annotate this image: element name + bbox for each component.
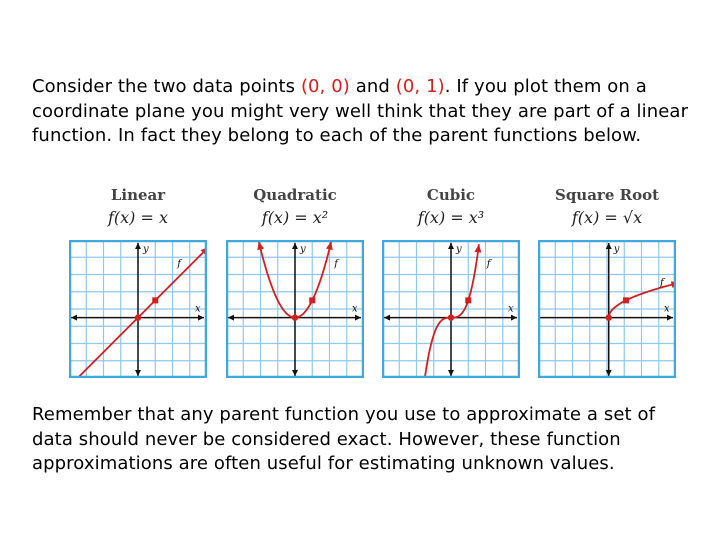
intro-paragraph — [32, 75, 692, 149]
panel-title: Cubic — [426, 186, 476, 204]
panel-formula: f(x) = x² — [261, 208, 329, 227]
panel-title: Quadratic — [253, 186, 337, 204]
y-axis-label: y — [613, 244, 620, 255]
x-axis-label: x — [664, 303, 670, 315]
point-origin — [292, 314, 298, 320]
function-label: f — [660, 277, 664, 289]
x-axis-label: x — [508, 303, 514, 315]
y-axis-label: y — [143, 244, 149, 255]
outro-paragraph: Remember that any parent function you use to approximate a set of data should never be considered exact. However, these function approximations are often useful for estimating unknown values. — [32, 404, 656, 474]
panel-square-root — [534, 182, 680, 382]
graph-linear — [69, 240, 207, 378]
function-label: f — [486, 258, 491, 270]
point-one — [623, 297, 629, 303]
point-one — [152, 297, 158, 303]
point-a: (0, 0) — [300, 76, 350, 97]
point-b: (0, 1) — [395, 76, 445, 97]
point-one — [465, 297, 471, 303]
panel-formula: f(x) = x — [107, 208, 169, 227]
graph-sqrt — [538, 240, 676, 378]
x-axis-label: x — [352, 303, 358, 315]
intro-text-start: Consider the two data points — [32, 76, 301, 97]
point-origin — [606, 314, 612, 320]
panel-title: Linear — [110, 186, 166, 204]
graph-cubic — [382, 240, 520, 378]
function-label: f — [334, 258, 338, 270]
intro-text-middle: and — [349, 76, 396, 97]
point-origin — [135, 314, 141, 320]
y-axis-label: y — [456, 244, 462, 255]
function-label: f — [177, 258, 181, 270]
y-axis-label: y — [300, 244, 306, 255]
graph-quadratic — [226, 240, 364, 378]
panel-quadratic — [222, 182, 368, 382]
intro-text-end: . If you plot them on a coordinate plane you might very well think that they are part of a linear function. In fact they belong to each of the parent functions below. — [32, 76, 689, 146]
point-origin — [448, 314, 454, 320]
x-axis-label: x — [195, 303, 201, 315]
panel-linear — [65, 182, 211, 382]
panel-formula: f(x) = x³ — [417, 208, 485, 227]
panel-cubic — [378, 182, 524, 382]
panel-formula: f(x) = √x — [571, 208, 643, 227]
panel-title: Square Root — [554, 186, 660, 204]
point-one — [309, 297, 315, 303]
